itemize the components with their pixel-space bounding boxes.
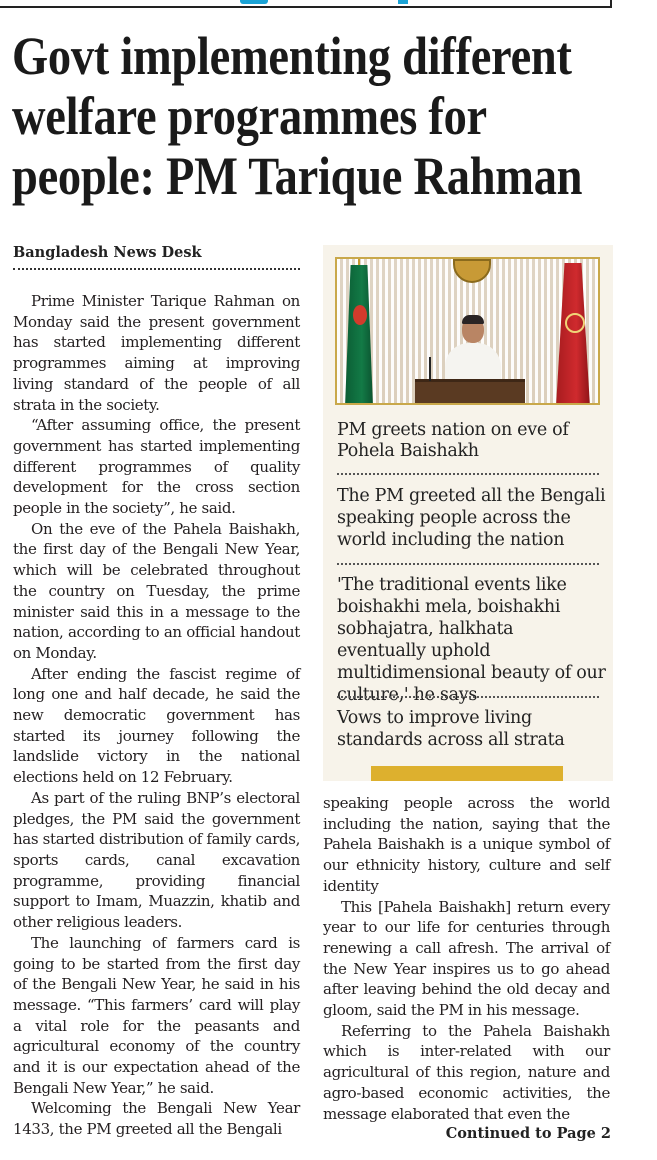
microphone-icon	[429, 357, 431, 381]
highlights-sidebar	[323, 245, 613, 781]
article-paragraph: Referring to the Pahela Baishakh which is inter-related with our agricultural of this region, nature and agro-based economic activities, the message elaborated that even the	[323, 1021, 610, 1123]
desk	[415, 379, 525, 405]
article-paragraph: “After assuming office, the present government has started implementing different programmes of quality development for the cross section people in the society”, he said.	[13, 416, 300, 518]
headline	[12, 26, 583, 206]
article-paragraph: On the eve of the Pahela Baishakh, the first day of the Bengali New Year, which will be celebrated throughout the country on Tuesday, the prime minister said this in a message to the nation, according to an official handout on Monday.	[13, 519, 300, 662]
article-paragraph: Welcoming the Bengali New Year 1433, the PM greeted all the Bengali	[13, 1099, 300, 1139]
sidebar-point: 'The traditional events like boishakhi mela, boishakhi sobhajatra, halkhata eventually uphold multidimensional beauty of our culture,' he says	[337, 575, 606, 705]
continued-link[interactable]: Continued to Page 2	[445, 1125, 611, 1142]
sidebar-point: Vows to improve living standards across all strata	[337, 708, 565, 750]
article-paragraph: This [Pahela Baishakh] return every year to our life for centuries through renewing a call afresh. The arrival of the New Year inspires us to go ahead after leaving behind the old decay and gloom, said the PM in his message.	[323, 897, 610, 1020]
article-left-column	[13, 291, 300, 1140]
headline-line-2: welfare programmes for	[12, 86, 487, 146]
masthead-fragment	[398, 0, 408, 4]
pm-address-photo	[335, 257, 600, 405]
sidebar-divider	[337, 473, 599, 475]
article-paragraph: As part of the ruling BNP’s electoral pledges, the PM said the government has started distribution of family cards, sports cards, canal excavation programme, providing financial support to Imam, Muazzin, khatib and other religious leaders.	[13, 788, 300, 932]
article-paragraph: The launching of farmers card is going to be started from the first day of the Bengali New Year, he said in his message. “This farmers’ card will play a vital role for the peasants and agricultural economy of the country and it is our expectation ahead of the Bengali New Year,” he said.	[13, 933, 300, 1097]
sidebar-divider	[337, 696, 599, 698]
sidebar-divider	[337, 563, 599, 565]
article-paragraph: After ending the fascist regime of long one and half decade, he said the new democratic government has started its journey following the landslide victory in the national elections held on 12 February.	[13, 664, 300, 787]
byline-divider	[13, 268, 300, 270]
headline-line-1: Govt implementing different	[12, 26, 572, 86]
headline-line-3: people: PM Tarique Rahman	[12, 146, 583, 206]
masthead-fragment	[240, 0, 268, 4]
sidebar-heading: PM greets nation on eve of Pohela Baishakh	[337, 420, 569, 461]
byline: Bangladesh News Desk	[13, 244, 202, 261]
top-border-strip	[0, 0, 612, 8]
article-right-column	[323, 793, 610, 1124]
sidebar-point: The PM greeted all the Bengali speaking people across the world including the nation	[337, 486, 606, 550]
sidebar-accent-bar	[371, 766, 563, 781]
article-paragraph: speaking people across the world including the nation, saying that the Pahela Baishakh is a unique symbol of our ethnicity history, culture and self identity	[323, 794, 610, 895]
article-paragraph: Prime Minister Tarique Rahman on Monday said the present government has started implementing different programmes aiming at improving living standard of the people of all strata in the society.	[13, 292, 300, 414]
